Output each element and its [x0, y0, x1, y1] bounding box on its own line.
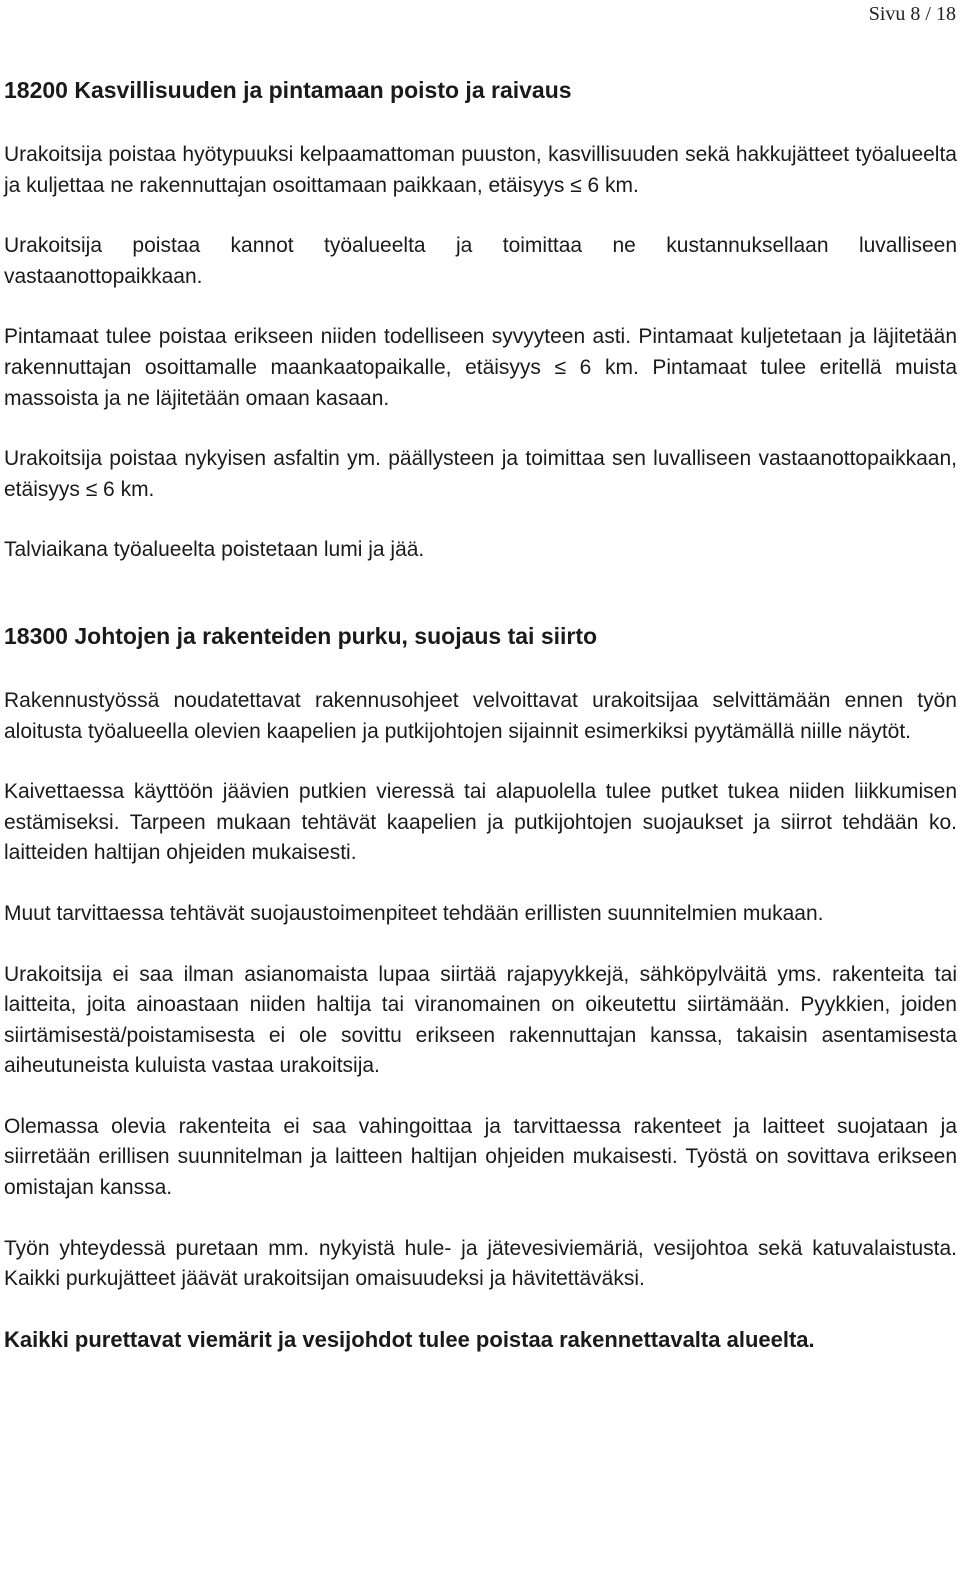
page-number: Sivu 8 / 18: [868, 3, 956, 25]
paragraph: Urakoitsija ei saa ilman asianomaista lupaa siirtää rajapyykkejä, sähköpylväitä yms. rakenteita tai laitteita, joita ainoastaan niiden haltija tai viranomainen on oikeutettu siirtämään. Pyykkien, joiden siirtämisestä/poistamisesta ei ole sovittu erikseen rakennuttajan kanssa, takaisin asentamisesta aiheutuneista kuluista vastaa urakoitsija.: [4, 962, 957, 1078]
paragraph: Työn yhteydessä puretaan mm. nykyistä hule- ja jätevesiviemäriä, vesijohtoa sekä katuvalaistusta. Kaikki purkujätteet jäävät urakoitsijan omaisuudeksi ja hävitettäväksi.: [4, 1236, 957, 1291]
paragraph: Olemassa olevia rakenteita ei saa vahingoittaa ja tarvittaessa rakenteet ja laitteet suojataan ja siirretään erillisen suunnitelman ja laitteen haltijan ohjeiden mukaisesti. Työstä on sovittava erikseen omistajan kanssa.: [4, 1114, 957, 1200]
section-heading-18200: 18200 Kasvillisuuden ja pintamaan poisto ja raivaus: [4, 77, 572, 103]
section-heading-18300: 18300 Johtojen ja rakenteiden purku, suojaus tai siirto: [4, 622, 598, 649]
paragraph: Kaivettaessa käyttöön jäävien putkien vieressä tai alapuolella tulee putket tukea niiden liikkumisen estämiseksi. Tarpeen mukaan tehtävät kaapelien ja putkijohtojen suojaukset ja siirrot tehdään ko. laitteiden haltijan ohjeiden mukaisesti.: [4, 780, 957, 865]
bold-paragraph: Kaikki purettavat viemärit ja vesijohdot tulee poistaa rakennettavalta alueelta.: [4, 1326, 815, 1352]
paragraph: Urakoitsija poistaa nykyisen asfaltin ym. päällysteen ja toimittaa sen luvalliseen vastaanottopaikkaan, etäisyys ≤ 6 km.: [4, 447, 957, 501]
paragraph: Urakoitsija poistaa kannot työalueelta ja toimittaa ne kustannuksellaan luvalliseen vastaanottopaikkaan.: [4, 234, 957, 288]
document-body: [4, 74, 957, 1355]
paragraph: Pintamaat tulee poistaa erikseen niiden todelliseen syvyyteen asti. Pintamaat kuljetetaan ja läjitetään rakennuttajan osoittamalle maankaatopaikalle, etäisyys ≤ 6 km. Pintamaat tulee eritellä muista massoista ja ne läjitetään omaan kasaan.: [4, 325, 957, 410]
paragraph: Talviaikana työalueelta poistetaan lumi ja jää.: [4, 538, 425, 562]
paragraph: Urakoitsija poistaa hyötypuuksi kelpaamattoman puuston, kasvillisuuden sekä hakkujätteet työalueelta ja kuljettaa ne rakennuttajan osoittamaan paikkaan, etäisyys ≤ 6 km.: [4, 143, 957, 197]
paragraph: Muut tarvittaessa tehtävät suojaustoimenpiteet tehdään erillisten suunnitelmien mukaan.: [4, 901, 824, 925]
paragraph: Rakennustyössä noudatettavat rakennusohjeet velvoittavat urakoitsijaa selvittämään ennen työn aloitusta työalueella olevien kaapelien ja putkijohtojen sijainnit esimerkiksi pyytämällä niille näytöt.: [4, 688, 957, 743]
